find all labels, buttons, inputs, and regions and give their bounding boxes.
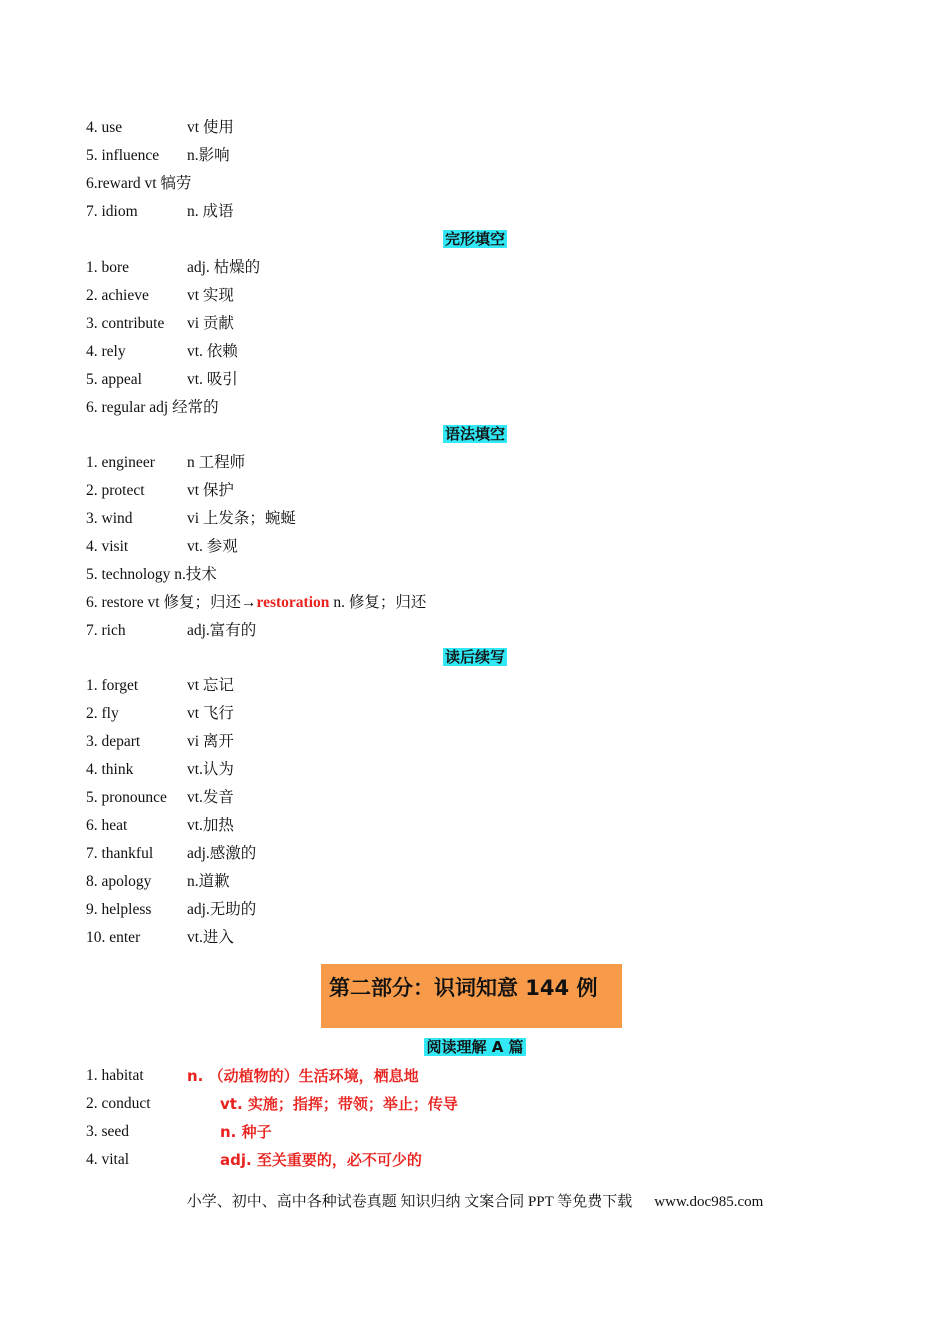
vocab-pos: vt 保护 [187,482,234,499]
vocab-word: 4. visit [86,538,129,555]
vocab-pos: vt 实现 [187,287,234,304]
vocab-row [86,590,786,616]
vocab-row [86,897,786,923]
vocab-word: 6. regular adj 经常的 [86,399,219,416]
vocab-row [86,395,786,421]
vocab-pos: n 工程师 [187,454,246,471]
section-heading-label: 完形填空 [444,230,505,248]
vocab-word: 1. habitat [86,1067,144,1084]
vocab-pos: vt. 依赖 [187,343,238,360]
vocab-pos: vi 上发条；蜿蜒 [187,510,296,527]
vocab-pos: vt. 参观 [187,538,238,555]
vocab-row [86,785,786,811]
vocab-row [86,311,786,337]
vocab-pos: n.影响 [187,147,230,164]
vocab-row [86,115,786,141]
vocab-word: 1. engineer [86,454,155,471]
vocab-word: 2. fly [86,705,119,722]
section-heading [0,1035,950,1059]
vocab-pos: vt.认为 [187,761,234,778]
vocab-row [86,869,786,895]
vocab-pos: adj.无助的 [187,901,257,918]
part-two-banner [321,964,622,1028]
vocab-word: 4. rely [86,343,126,360]
vocab-word: 3. contribute [86,315,165,332]
vocab-pos: vi 离开 [187,733,234,750]
vocab-word: 3. wind [86,510,133,527]
section-heading-label: 阅读理解 A 篇 [426,1038,524,1056]
vocab-row [86,729,786,755]
vocab-row [86,813,786,839]
vocab-pos: vt.进入 [187,929,234,946]
part-two-title: 第二部分：识词知意 144 例 [329,976,598,1000]
vocab-row [86,925,786,951]
vocab-pos: adj. 枯燥的 [187,259,261,276]
vocab-word: 4. use [86,119,123,136]
section-heading [0,227,950,251]
vocab-row [86,1063,786,1089]
vocab-pos: vt 使用 [187,119,234,136]
vocab-row [86,478,786,504]
vocab-word: 7. rich [86,622,126,639]
footer-text: 小学、初中、高中各种试卷真题 知识归纳 文案合同 PPT 等免费下载 [186,1194,633,1210]
vocab-pos: vi 贡献 [187,315,234,332]
vocab-row [86,841,786,867]
vocab-pos: vt 飞行 [187,705,234,722]
vocab-row [86,450,786,476]
vocab-word: 9. helpless [86,901,152,918]
vocab-word: 5. pronounce [86,789,167,806]
page-footer [0,1190,950,1211]
vocab-inline [86,590,426,616]
vocab-row [86,339,786,365]
vocab-word: 3. depart [86,733,141,750]
vocab-word: 10. enter [86,929,141,946]
vocab-row [86,506,786,532]
vocab-pos: vt.加热 [187,817,234,834]
vocab-word: 6. restore vt 修复；归还 [86,594,241,611]
vocab-word: 5. technology n.技术 [86,566,217,583]
vocab-meaning: adj. 至关重要的，必不可少的 [220,1151,422,1169]
vocab-row [86,143,786,169]
vocab-word: 2. achieve [86,287,149,304]
section-heading [0,645,950,669]
vocab-word: 3. seed [86,1123,130,1140]
vocab-word: 6.reward vt 犒劳 [86,175,192,192]
derivation-group [241,594,426,611]
vocab-pos: adj.富有的 [187,622,257,639]
vocab-meaning: n. （动植物的）生活环境，栖息地 [187,1067,419,1085]
vocab-word: 2. protect [86,482,145,499]
footer-site[interactable]: www.doc985.com [654,1194,764,1210]
vocab-word: 4. vital [86,1151,130,1168]
vocab-word: 7. thankful [86,845,154,862]
vocab-pos: adj.感激的 [187,845,257,862]
vocab-word: 1. bore [86,259,130,276]
vocab-word: 4. think [86,761,134,778]
vocab-row [86,171,786,197]
section-heading [0,422,950,446]
vocab-word: 6. heat [86,817,128,834]
vocab-word: 8. apology [86,873,152,890]
vocab-row [86,562,786,588]
vocab-meaning: n. 种子 [220,1123,272,1141]
vocab-word: 2. conduct [86,1095,151,1112]
vocab-row [86,283,786,309]
vocab-word: 1. forget [86,677,139,694]
section-heading-label: 语法填空 [444,425,505,443]
derived-word: restoration [256,594,330,611]
vocab-pos: vt.发音 [187,789,234,806]
vocab-row [86,255,786,281]
vocab-row [86,673,786,699]
derived-gloss: n. 修复；归还 [333,594,427,611]
vocab-row [86,701,786,727]
vocab-pos: vt 忘记 [187,677,234,694]
vocab-pos: n. 成语 [187,203,234,220]
vocab-row [86,757,786,783]
vocab-row [86,367,786,393]
arrow-icon: → [240,594,257,611]
vocab-meaning: vt. 实施；指挥；带领；举止；传导 [220,1095,458,1113]
vocab-row [86,199,786,225]
vocab-row [86,1147,786,1173]
vocab-pos: n.道歉 [187,873,230,890]
vocab-row [86,534,786,560]
vocab-row [86,1119,786,1145]
vocab-row [86,1091,786,1117]
vocab-row [86,618,786,644]
vocab-pos: vt. 吸引 [187,371,238,388]
vocab-word: 7. idiom [86,203,138,220]
vocab-word: 5. appeal [86,371,142,388]
section-heading-label: 读后续写 [444,648,505,666]
vocab-word: 5. influence [86,147,160,164]
